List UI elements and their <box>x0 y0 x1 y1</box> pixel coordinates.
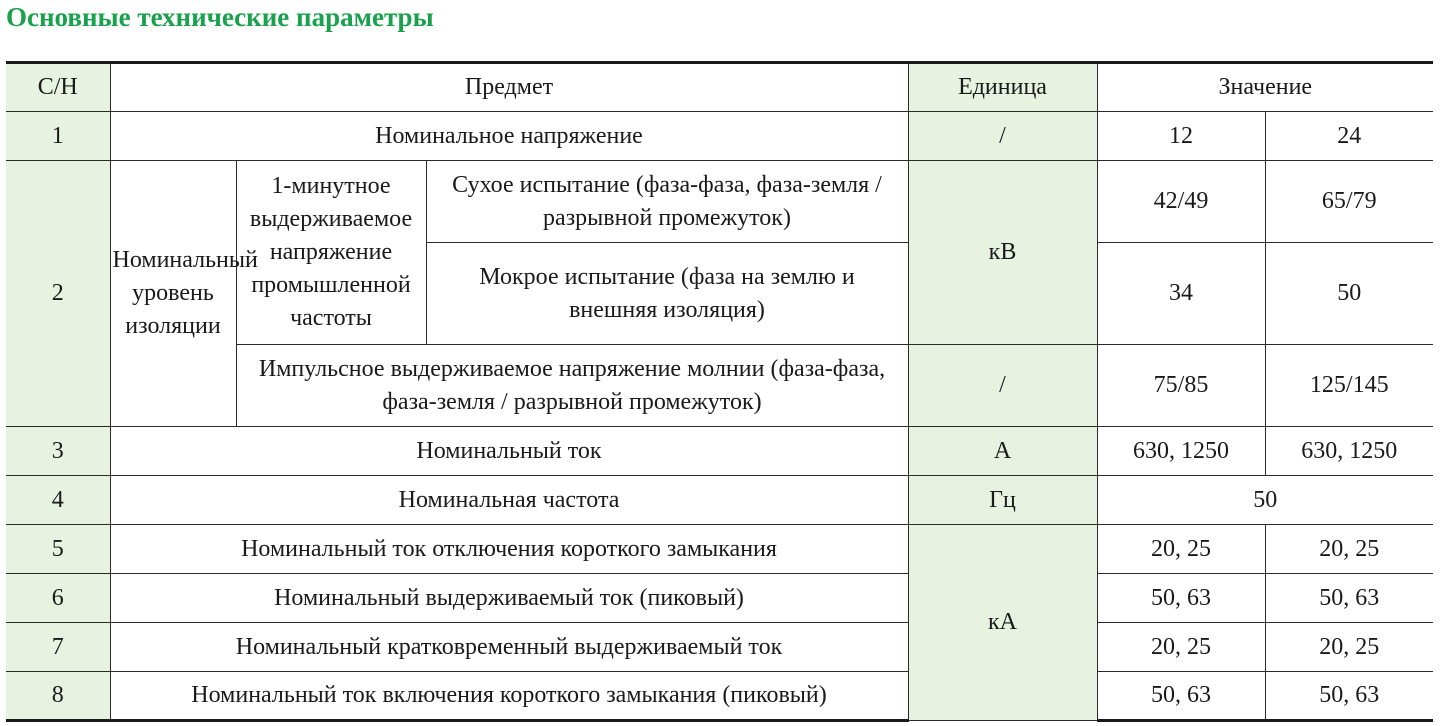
row-value: 50 <box>1097 476 1433 525</box>
row-number: 6 <box>6 574 110 623</box>
row-value-24: 50, 63 <box>1265 672 1433 721</box>
table-row <box>6 476 1433 525</box>
row-number: 7 <box>6 623 110 672</box>
header-item: Предмет <box>110 63 908 112</box>
row-unit: / <box>908 112 1097 161</box>
header-unit: Единица <box>908 63 1097 112</box>
row-value-24: 24 <box>1265 112 1433 161</box>
impulse-value-12: 75/85 <box>1097 345 1265 427</box>
table-row <box>6 623 1433 672</box>
row-value-12: 50, 63 <box>1097 672 1265 721</box>
row-number: 3 <box>6 427 110 476</box>
dry-test-value-24: 65/79 <box>1265 161 1433 243</box>
header-row <box>6 63 1433 112</box>
row-number: 2 <box>6 161 110 427</box>
row-value-12: 20, 25 <box>1097 525 1265 574</box>
row-value-12: 630, 1250 <box>1097 427 1265 476</box>
wet-test-value-12: 34 <box>1097 243 1265 345</box>
dry-test-label: Сухое испытание (фаза-фаза, фаза-земля / разрывной промежуток) <box>426 161 908 243</box>
wet-test-label: Мокрое испытание (фаза на землю и внешняя изоляция) <box>426 243 908 345</box>
row-item: Номинальный ток <box>110 427 908 476</box>
row-item: Номинальное напряжение <box>110 112 908 161</box>
row-number: 5 <box>6 525 110 574</box>
table-row <box>6 672 1433 721</box>
impulse-label: Импульсное выдерживаемое напряжение молнии (фаза-фаза, фаза-земля / разрывной промежуток) <box>236 345 908 427</box>
table-row <box>6 525 1433 574</box>
row-value-24: 630, 1250 <box>1265 427 1433 476</box>
insulation-level-label: Номинальный уровень изоляции <box>110 161 236 427</box>
row-number: 8 <box>6 672 110 721</box>
impulse-unit: / <box>908 345 1097 427</box>
unit-ka: кА <box>908 525 1097 721</box>
wet-test-value-24: 50 <box>1265 243 1433 345</box>
specifications-table <box>6 61 1433 722</box>
row-item: Номинальный ток включения короткого замыкания (пиковый) <box>110 672 908 721</box>
row-value-12: 20, 25 <box>1097 623 1265 672</box>
row-value-12: 12 <box>1097 112 1265 161</box>
row-value-24: 20, 25 <box>1265 623 1433 672</box>
table-row <box>6 427 1433 476</box>
dry-test-value-12: 42/49 <box>1097 161 1265 243</box>
row-item: Номинальная частота <box>110 476 908 525</box>
table-row <box>6 112 1433 161</box>
impulse-value-24: 125/145 <box>1265 345 1433 427</box>
header-value: Значение <box>1097 63 1433 112</box>
header-sn: С/Н <box>6 63 110 112</box>
row-number: 1 <box>6 112 110 161</box>
table-row <box>6 161 1433 243</box>
row-value-24: 50, 63 <box>1265 574 1433 623</box>
row-value-12: 50, 63 <box>1097 574 1265 623</box>
row-unit: A <box>908 427 1097 476</box>
power-frequency-withstand-label: 1-минутное выдерживаемое напряжение промышленной частоты <box>236 161 426 345</box>
row-item: Номинальный ток отключения короткого замыкания <box>110 525 908 574</box>
row-unit: Гц <box>908 476 1097 525</box>
unit-kv: кВ <box>908 161 1097 345</box>
page-title: Основные технические параметры <box>6 2 434 32</box>
row-value-24: 20, 25 <box>1265 525 1433 574</box>
row-number: 4 <box>6 476 110 525</box>
row-item: Номинальный выдерживаемый ток (пиковый) <box>110 574 908 623</box>
table-row <box>6 574 1433 623</box>
row-item: Номинальный кратковременный выдерживаемый ток <box>110 623 908 672</box>
